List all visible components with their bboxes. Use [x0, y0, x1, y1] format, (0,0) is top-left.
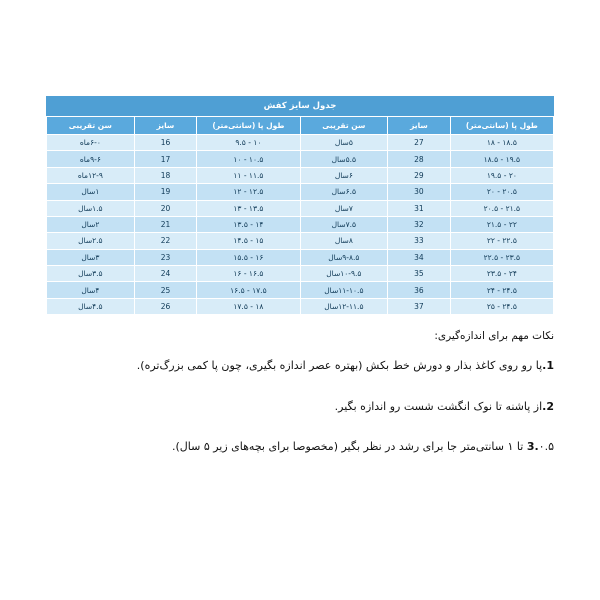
cell-size-right: 30 [388, 184, 451, 200]
cell-age-left: ۳.۵سال [47, 266, 135, 282]
cell-age-left: ۶-۰ماه [47, 135, 135, 151]
cell-foot-length-left: ۱۱.۵ - ۱۱ [197, 167, 300, 183]
cell-age-left: ۴سال [47, 282, 135, 298]
cell-age-left: ۱۲-۹ماه [47, 167, 135, 183]
cell-size-right: 35 [388, 266, 451, 282]
cell-size-left: 22 [134, 233, 197, 249]
cell-foot-length-right: ۲۱.۵ - ۲۰.۵ [450, 200, 553, 216]
cell-age-left: ۹-۶ماه [47, 151, 135, 167]
column-header-age-left: سن تقریبی [47, 117, 135, 135]
table-header-row [47, 117, 554, 135]
note-text: ۰.۵ تا ۱ سانتی‌متر جا برای رشد در نظر بگیر (مخصوصا برای بچه‌های زیر ۵ سال). [171, 440, 554, 453]
note-number: 3. [526, 440, 539, 453]
cell-foot-length-right: ۲۰ - ۱۹.۵ [450, 167, 553, 183]
table-row [47, 298, 554, 314]
table-row [47, 167, 554, 183]
cell-age-left: ۲سال [47, 216, 135, 232]
cell-size-right: 29 [388, 167, 451, 183]
cell-size-right: 37 [388, 298, 451, 314]
table-row [47, 282, 554, 298]
cell-size-right: 36 [388, 282, 451, 298]
note-item [46, 358, 554, 375]
cell-foot-length-left: ۱۰.۵ - ۱۰ [197, 151, 300, 167]
cell-age-right: ۹-۸.۵سال [300, 249, 388, 265]
cell-size-right: 27 [388, 135, 451, 151]
cell-foot-length-right: ۲۴.۵ - ۲۵ [450, 298, 553, 314]
cell-foot-length-left: ۱۷.۵ - ۱۶.۵ [197, 282, 300, 298]
cell-foot-length-left: ۱۶.۵ - ۱۶ [197, 266, 300, 282]
cell-age-right: ۵.۵سال [300, 151, 388, 167]
column-header-foot-length-left: طول پا (سانتی‌متر) [197, 117, 300, 135]
table-row [47, 200, 554, 216]
table-head [47, 117, 554, 135]
cell-size-left: 26 [134, 298, 197, 314]
cell-size-right: 34 [388, 249, 451, 265]
cell-size-left: 24 [134, 266, 197, 282]
table-row [47, 135, 554, 151]
cell-size-left: 16 [134, 135, 197, 151]
cell-size-left: 17 [134, 151, 197, 167]
cell-size-right: 28 [388, 151, 451, 167]
table-row [47, 216, 554, 232]
cell-foot-length-right: ۲۰.۵ - ۲۰ [450, 184, 553, 200]
cell-size-left: 25 [134, 282, 197, 298]
cell-size-left: 20 [134, 200, 197, 216]
note-number: 2. [542, 399, 554, 413]
cell-age-left: ۴.۵سال [47, 298, 135, 314]
cell-foot-length-left: ۱۶ - ۱۵.۵ [197, 249, 300, 265]
table-row [47, 151, 554, 167]
table-body [47, 135, 554, 315]
table-caption: جدول سایز کفش [46, 96, 554, 116]
note-item [46, 439, 554, 456]
cell-foot-length-right: ۱۹.۵ - ۱۸.۵ [450, 151, 553, 167]
cell-foot-length-right: ۲۲.۵ - ۲۲ [450, 233, 553, 249]
shoe-size-table-container [46, 96, 554, 315]
cell-age-right: ۵سال [300, 135, 388, 151]
cell-foot-length-left: ۱۲.۵ - ۱۲ [197, 184, 300, 200]
cell-age-left: ۳سال [47, 249, 135, 265]
cell-foot-length-left: ۱۵ - ۱۴.۵ [197, 233, 300, 249]
cell-foot-length-right: ۲۴.۵ - ۲۴ [450, 282, 553, 298]
cell-age-right: ۶سال [300, 167, 388, 183]
table-row [47, 184, 554, 200]
cell-foot-length-left: ۱۳.۵ - ۱۳ [197, 200, 300, 216]
cell-foot-length-left: ۱۰ - ۹.۵ [197, 135, 300, 151]
cell-foot-length-right: ۱۸.۵ - ۱۸ [450, 135, 553, 151]
cell-size-left: 21 [134, 216, 197, 232]
note-number: 1. [542, 359, 554, 372]
cell-foot-length-right: ۲۴ - ۲۳.۵ [450, 266, 553, 282]
cell-size-right: 31 [388, 200, 451, 216]
cell-age-right: ۱۱-۱۰.۵سال [300, 282, 388, 298]
cell-age-right: ۱۰-۹.۵سال [300, 266, 388, 282]
cell-age-left: ۱.۵سال [47, 200, 135, 216]
cell-foot-length-right: ۲۲ - ۲۱.۵ [450, 216, 553, 232]
column-header-foot-length-right: طول پا (سانتی‌متر) [450, 117, 553, 135]
notes-section [46, 330, 554, 480]
cell-age-left: ۱سال [47, 184, 135, 200]
shoe-size-table [46, 96, 554, 315]
cell-foot-length-left: ۱۴ - ۱۳.۵ [197, 216, 300, 232]
cell-foot-length-left: ۱۸ - ۱۷.۵ [197, 298, 300, 314]
column-header-size-right: سایز [388, 117, 451, 135]
cell-age-right: ۷سال [300, 200, 388, 216]
note-text: پا رو روی کاغذ بذار و دورش خط بکش (بهتره عصر اندازه بگیری، چون پا کمی بزرگ‌تره). [136, 359, 543, 372]
cell-size-right: 32 [388, 216, 451, 232]
cell-age-left: ۲.۵سال [47, 233, 135, 249]
table-row [47, 266, 554, 282]
cell-age-right: ۸سال [300, 233, 388, 249]
cell-foot-length-right: ۲۳.۵ - ۲۲.۵ [450, 249, 553, 265]
notes-title: نکات مهم برای اندازه‌گیری: [434, 330, 554, 342]
cell-size-left: 19 [134, 184, 197, 200]
column-header-age-right: سن تقریبی [300, 117, 388, 135]
note-item [46, 399, 554, 416]
table-row [47, 233, 554, 249]
column-header-size-left: سایز [134, 117, 197, 135]
cell-age-right: ۱۲-۱۱.۵سال [300, 298, 388, 314]
note-text: از پاشنه تا نوک انگشت شست رو اندازه بگیر. [334, 399, 543, 413]
cell-size-left: 23 [134, 249, 197, 265]
cell-size-right: 33 [388, 233, 451, 249]
cell-age-right: ۷.۵سال [300, 216, 388, 232]
cell-age-right: ۶.۵سال [300, 184, 388, 200]
cell-size-left: 18 [134, 167, 197, 183]
table-row [47, 249, 554, 265]
